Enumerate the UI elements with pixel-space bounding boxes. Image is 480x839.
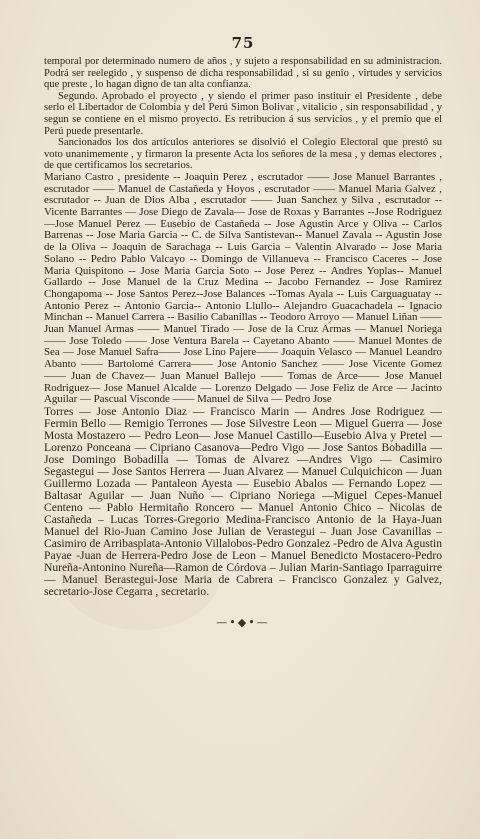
page-number: 75 <box>231 34 255 52</box>
end-ornament: —•◆•— <box>216 616 270 629</box>
paragraph-sancionados: Sancionados los dos artículos anteriores se disolvió el Colegio Electoral que prestó su voto unanimemente , y firmaron la presente Acta los señores de la mesa , y demas electores , de que certificamos los secretarios. <box>44 137 442 172</box>
paragraph-segundo: Segundo. Aprobado el proyecto , y siendo el primer paso instituir el Presidente , debe serlo el Libertador de Colombia y del Perú Simon Bolivar , vitalicio , sin responsabilidad , y segun se contiene en el mismo proyecto. Es retribucion á sus servicios , y el premio que el Perú puede presentarle. <box>44 90 442 137</box>
signatures-block-large: Torres — Jose Antonio Diaz — Francisco Marin — Andres Jose Rodriguez — Fermin Bello — Remigio Terrones — Jose Silvestre Leon — Miguel Guerra — Jose Mosta Mostazero — Pedro Leon— Jose Manuel Castillo—Eusebio Alva y Pretel — Lorenzo Ponceana — Cipriano Casanova—Pedro Vigo — Jose Santos Bobadilla — Jose Domingo Bobadilla — Tomas de Alvarez —Andres Vigo — Casimiro Segastegui — Jose Santos Herrera — Juan Alvarez — Manuel Culquichicon — Juan Guillermo Lozada — Pantaleon Ayesta — Eusebio Abalos — Fernando Lopez — Baltasar Aguilar — Juan Nuño — Cipriano Noriega —Miguel Cepes-Manuel Centeno — Pablo Hermitaño Roncero — Manuel Antonio Chico – Nicolas de Castañeda – Lucas Torres-Gregorio Medina-Francisco Antonio de la Haya-Juan Manuel del Rio-Juan Camino Jose Julian de Verastegui – Juan Jose Cavanillas – Casimiro de Arribasplata-Antonio Villalobos-Pedro Gonzalez -Pedro de Alva Agustin Payae -Juan de Herrera-Pedro Jose de Leon – Manuel Benedicto Mostacero-Pedro Nureña-Antonino Nureña—Ramon de Córdova – Julian Marin-Santiago Iparraguirre— Manuel Berastegui-Jose Maria de Cabrera – Francisco Gonzalez y Galvez, secretario-Jose Cegarra , secretario. <box>44 405 442 598</box>
signatures-block-small: Mariano Castro , presidente -- Joaquin Perez , escrutador —— Jose Manuel Barrantes , escrutador —— Manuel de Castañeda y Hoyos , escrutador —— Manuel Maria Galvez , escrutador -- Juan de Dios Alba , escrutador —— Juan Sanchez y Silva , escrutador -- Vicente Barrantes — Jose Diego de Zavala— Jose de Roxas y Barrantes --Jose Rodriguez —Jose Manuel Perez — Eusebio de Castañeda -- Jose Agustin Arce y Oliva -- Carlos Barrenas -- Jose Maria Garcia -- C. de Silva Santistevan-- Manuel Zavala -- Agustin Jose de la Oliva -- Joaquin de Sarachaga -- Luis Garcia – Valentin Alvarado -- Jose Maria Solano -- Pedro Pablo Valcayo -- Domingo de Villanueva -- Francisco Caceres -- Jose Maria Quispitono -- Jose Maria Garcia Soto -- Jose Perez -- Andres Yoplas-- Manuel Gallardo -- Jose Manuel de la Cruz Medina -- Jacobo Fernandez -- Jose Ramirez Chongapoma -- Jose Santos Perez--Jose Balances --Tomas Ayala -- Luis Carguaguatay -- Antonio Perez -- Antonio Garcia-- Antonio Llullo-- Alejandro Guacachadela -- Ignacio Minchan -- Manuel Carrera -- Basilio Cabanillas -- Teodoro Arroyo — Manuel Liñan —— Juan Manuel Armas —— Manuel Tirado — Jose de la Cruz Armas — Manuel Noriega —— Jose Toledo —— Jose Ventura Barela -- Cayetano Abanto —— Manuel Montes de Sea — Jose Manuel Safra—— Jose Lino Pajere—— Joaquin Velasco — Manuel Leandro Abanto —— Bartolomé Carrera—— Jose Antonio Sanchez —— Jose Vicente Gomez —— Juan de Chavez— Juan Manuel Ballejo —— Tomas de Arce—— Jose Manuel Rodriguez— Jose Manuel Alcalde — Lorenzo Delgado — Jose Feliz de Arce — Jacinto Aguilar — Pascual Visconde —— Manuel de Silva — Pedro Jose <box>44 170 442 406</box>
paragraph-continuation: temporal por determinado numero de años , y sujeto a responsabilidad en su administracion. Podrá ser reelegido , y suspenso de dicha responsabilidad , si su genio , virtudes y servicios que preste , lo hagan digno de tan alta confianza. <box>44 56 442 91</box>
